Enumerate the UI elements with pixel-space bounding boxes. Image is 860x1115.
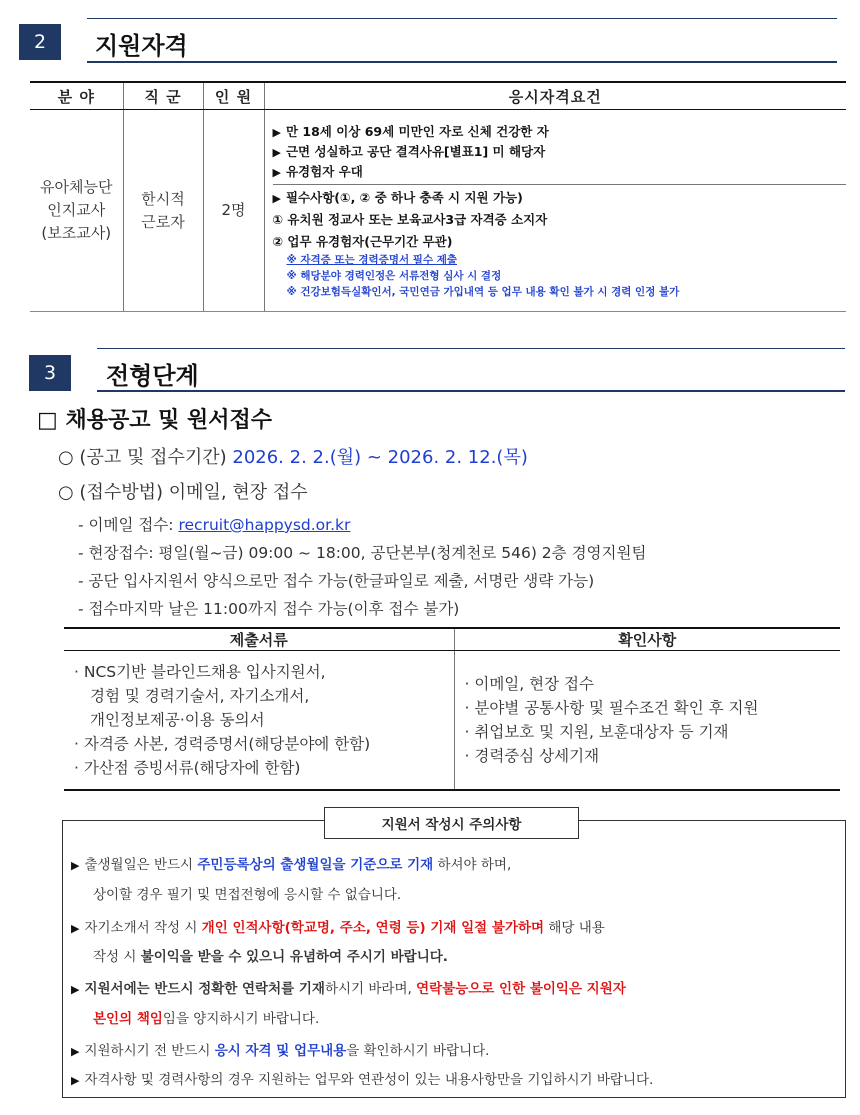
basic-requirements <box>273 122 847 185</box>
triangle-icon: ▶ <box>71 1074 80 1087</box>
form-line: - 공단 입사지원서 양식으로만 접수 가능(한글파일로 제출, 서명란 생략 가능) <box>78 572 595 590</box>
section-number: 2 <box>19 24 61 60</box>
notice-item: ▶ 출생월일은 반드시 주민등록상의 출생월일을 기준으로 기재 하셔야 하며, <box>71 857 512 873</box>
field-line: 인지교사 <box>47 201 106 219</box>
requirement-item: ▶ 근면 성실하고 공단 결격사유[별표1] 미 해당자 <box>272 143 546 159</box>
field-cell <box>30 110 123 312</box>
job-line: 근로자 <box>141 212 185 231</box>
documents-cell <box>64 651 454 791</box>
section-number: 3 <box>29 355 71 391</box>
triangle-icon: ▶ <box>71 983 80 996</box>
header-field: 분 야 <box>30 82 123 110</box>
triangle-icon: ▶ <box>71 922 80 935</box>
notice-box <box>62 817 846 1098</box>
section-bottom-line <box>97 390 845 392</box>
job-cell <box>123 110 203 312</box>
period-value: 2026. 2. 2.(월) ~ 2026. 2. 12.(목) <box>232 447 528 468</box>
job-line: 한시적 <box>141 189 185 208</box>
list-item: · 경력중심 상세기재 <box>464 747 600 765</box>
triangle-icon: ▶ <box>272 125 281 139</box>
email-line: - 이메일 접수: recruit@happysd.or.kr <box>78 516 351 534</box>
list-item: · NCS기반 블라인드채용 입사지원서, <box>74 663 326 681</box>
list-item: · 취업보호 및 지원, 보훈대상자 등 기재 <box>464 723 729 741</box>
list-item: · 가산점 증빙서류(해당자에 한함) <box>74 759 301 777</box>
email-link[interactable]: recruit@happysd.or.kr <box>178 516 351 534</box>
notice-item: ▶ 자기소개서 작성 시 개인 인적사항(학교명, 주소, 연령 등) 기재 일절 불가하며 해당 내용 <box>71 920 605 936</box>
list-item: · 자격증 사본, 경력증명서(해당분야에 한함) <box>74 735 371 753</box>
notice-item: ▶ 지원서에는 반드시 정확한 연락처를 기재하시기 바라며, 연락불능으로 인한 불이익은 지원자 <box>71 981 626 997</box>
requirement-item: ▶ 유경험자 우대 <box>272 163 363 179</box>
required-title: ▶ 필수사항(①, ② 중 하나 충족 시 지원 가능) <box>272 189 523 205</box>
required-conditions <box>273 185 847 300</box>
header-requirements: 응시자격요건 <box>264 82 846 110</box>
header-count: 인 원 <box>203 82 264 110</box>
list-item: 경험 및 경력기술서, 자기소개서, <box>90 687 310 705</box>
header-checks: 확인사항 <box>454 628 840 651</box>
triangle-icon: ▶ <box>71 1045 80 1058</box>
deadline-line: - 접수마지막 날은 11:00까지 접수 가능(이후 접수 불가) <box>78 600 460 618</box>
recruit-heading: □ 채용공고 및 원서접수 <box>37 408 273 433</box>
onsite-line: - 현장접수: 평일(월~금) 09:00 ~ 18:00, 공단본부(청계천로 546) 2층 경영지원팀 <box>78 544 647 562</box>
period-line: ○ (공고 및 접수기간) 2026. 2. 2.(월) ~ 2026. 2. 12.(목) <box>58 447 528 468</box>
checks-cell <box>454 651 840 791</box>
notice-title: 지원서 작성시 주의사항 <box>324 807 579 839</box>
section-title: 지원자격 <box>95 32 188 60</box>
list-item: · 이메일, 현장 접수 <box>464 675 594 693</box>
field-line: 유아체능단 <box>40 178 113 196</box>
triangle-icon: ▶ <box>272 191 281 205</box>
notice-item: ▶ 지원하시기 전 반드시 응시 자격 및 업무내용을 확인하시기 바랍니다. <box>71 1043 490 1059</box>
section-bottom-line <box>87 61 837 63</box>
note-item: ※ 해당분야 경력인정은 서류전형 심사 시 결정 <box>286 269 502 282</box>
method-line: ○ (접수방법) 이메일, 현장 접수 <box>58 482 308 503</box>
required-item: ② 업무 유경험자(근무기간 무관) <box>272 233 453 249</box>
notice-item-cont: 작성 시 불이익을 받을 수 있으니 유념하여 주시기 바랍니다. <box>93 949 448 965</box>
field-line: (보조교사) <box>41 224 112 242</box>
header-documents: 제출서류 <box>64 628 454 651</box>
triangle-icon: ▶ <box>272 145 281 159</box>
note-item: ※ 건강보험득실확인서, 국민연금 가입내역 등 업무 내용 확인 불가 시 경력 인정 불가 <box>286 285 680 298</box>
notice-item-cont: 상이할 경우 필기 및 면접전형에 응시할 수 없습니다. <box>93 887 402 903</box>
section-top-line <box>87 18 837 19</box>
list-item: 개인정보제공·이용 동의서 <box>90 711 265 729</box>
triangle-icon: ▶ <box>71 859 80 872</box>
documents-table <box>64 627 840 791</box>
requirements-cell <box>264 110 846 312</box>
section-top-line <box>97 348 845 349</box>
qualification-table <box>30 81 846 312</box>
requirement-item: ▶ 만 18세 이상 69세 미만인 자로 신체 건강한 자 <box>272 123 549 139</box>
triangle-icon: ▶ <box>272 165 281 179</box>
list-item: · 분야별 공통사항 및 필수조건 확인 후 지원 <box>464 699 759 717</box>
note-item: ※ 자격증 또는 경력증명서 필수 제출 <box>286 253 457 266</box>
notice-item-cont: 본인의 책임임을 양지하시기 바랍니다. <box>93 1011 320 1027</box>
notice-item: ▶ 자격사항 및 경력사항의 경우 지원하는 업무와 연관성이 있는 내용사항만을 기입하시기 바랍니다. <box>71 1072 654 1088</box>
header-job: 직 군 <box>123 82 203 110</box>
required-item: ① 유치원 정교사 또는 보육교사3급 자격증 소지자 <box>272 211 548 227</box>
section-title: 전형단계 <box>106 362 199 390</box>
count-cell: 2명 <box>203 110 264 312</box>
